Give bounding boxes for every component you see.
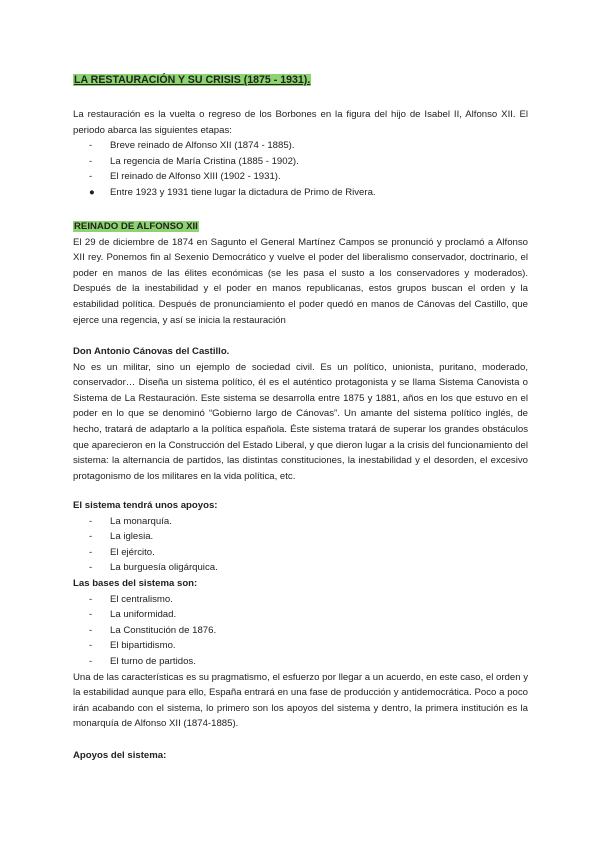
list-item: - El reinado de Alfonso XIII (1902 - 1931).	[89, 171, 281, 183]
section-heading: Don Antonio Cánovas del Castillo.	[73, 346, 230, 357]
intro-paragraph: La restauración es la vuelta o regreso de los Borbones en la figura del hijo de Isabel II, Alfonso XII. El periodo abarca las siguientes etapas:	[73, 109, 528, 136]
intro-section	[73, 107, 528, 201]
stages-list	[73, 138, 528, 200]
section-alfonso	[73, 219, 528, 328]
list-item: - La uniformidad.	[89, 609, 177, 621]
list-item: - Breve reinado de Alfonso XII (1874 - 1885).	[89, 140, 295, 152]
section-canovas	[73, 344, 528, 484]
bases-list	[73, 592, 528, 670]
list-item: - El ejército.	[89, 546, 155, 558]
list-item: - La regencia de María Cristina (1885 - 1902).	[89, 155, 299, 167]
section-paragraph: El 29 de diciembre de 1874 en Sagunto el General Martínez Campos se pronunció y proclamó a Alfonso XII rey. Ponemos fin al Sexenio Democrático y vuelve el poder del liberalismo conservador, doctrinario, el poder en manos de las élites económicas (se les pasa el susto a los conservadores y moderados). Después de la inestabilidad y el poder en manos republicanas, estos grupos buscan el orden y la estabilidad política. Después de pronunciamiento el poder quedó en manos de Cánovas del Castillo, que ejerce una regencia, y así se inicia la restauración	[73, 236, 528, 326]
final-section	[73, 748, 528, 764]
section-heading: Apoyos del sistema:	[73, 750, 167, 761]
section-heading: Las bases del sistema son:	[73, 577, 198, 589]
list-item: - La burguesía oligárquica.	[89, 562, 218, 574]
list-item: - La monarquía.	[89, 515, 172, 527]
document-title-block	[73, 73, 528, 89]
section-paragraph: No es un militar, sino un ejemplo de sociedad civil. Es un político, unionista, puritano, moderado, conservador… Diseña un sistema político, él es el auténtico protagonista y se llama Sistema Canovista o Sistema de La Restauración. Este sistema se desarrolla entre 1875 y 1881, años en los que estuvo en el poder en lo que se denominó “Gobierno largo de Cánovas”. Un amante del sistema político inglés, de hecho, tratará de adaptarlo a la política española. Éste sistema tratará de superar los grandes obstáculos que aparecieron en la Construcción del Estado Liberal, y que dieron lugar a la crisis del funcionamiento del sistema: la alternancia de partidos, las distintas constituciones, la inestabilidad y el desorden, el excesivo protagonismo de los militares en la vida política, etc.	[73, 361, 528, 482]
apoyos-section	[73, 498, 528, 732]
closing-paragraph: Una de las características es su pragmatismo, el esfuerzo por llegar a un acuerdo, en este caso, el orden y la estabilidad aunque para ello, España entrará en una fase de producción y antidemocrática. Poco a poco irán acabando con el sistema, lo primero son los apoyos del sistema y dentro, la primera institución es la monarquía de Alfonso XII (1874-1885).	[73, 671, 528, 730]
document-title: LA RESTAURACIÓN Y SU CRISIS (1875 - 1931).	[74, 74, 311, 86]
section-heading: El sistema tendrá unos apoyos:	[73, 500, 218, 511]
list-item: - El bipartidismo.	[89, 640, 176, 652]
apoyos-list	[73, 514, 528, 576]
list-item: - El turno de partidos.	[89, 655, 196, 667]
section-heading: REINADO DE ALFONSO XII	[74, 221, 198, 232]
list-item: ● Entre 1923 y 1931 tiene lugar la dictadura de Primo de Rivera.	[89, 186, 376, 198]
list-item: - El centralismo.	[89, 593, 173, 605]
list-item: - La iglesia.	[89, 531, 154, 543]
list-item: - La Constitución de 1876.	[89, 624, 217, 636]
